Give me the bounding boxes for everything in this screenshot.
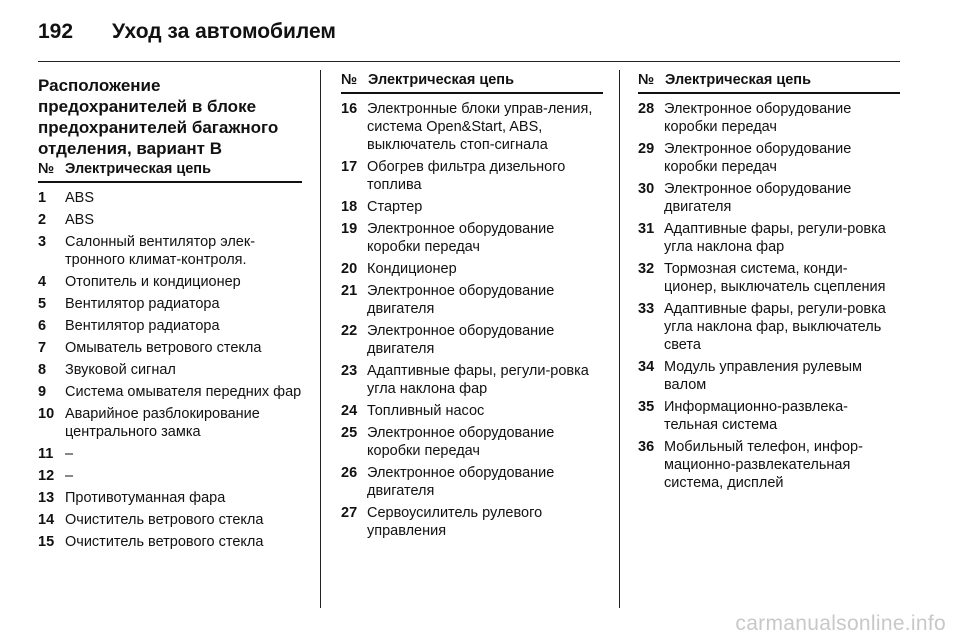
fuse-row [341,260,603,278]
fuse-number: 26 [341,465,358,481]
fuse-number: 3 [38,234,47,250]
fuse-row [341,322,603,358]
fuse-row [38,467,302,485]
fuse-list [341,100,603,540]
fuse-circuit: Информационно-развлека-тельная система [664,399,848,433]
fuse-row [341,220,603,256]
fuse-row [38,489,302,507]
fuse-circuit: – [65,468,74,484]
fuse-number: 12 [38,468,55,484]
fuse-row [341,424,603,460]
header-number: № [638,72,655,88]
fuse-row [38,383,302,401]
fuse-row [38,295,302,313]
fuse-number: 34 [638,359,655,375]
fuse-number: 23 [341,363,358,379]
fuse-circuit: Вентилятор радиатора [65,318,220,334]
fuse-number: 24 [341,403,358,419]
fuse-list [38,189,302,551]
fuse-row [341,100,603,154]
fuse-number: 20 [341,261,358,277]
fuse-number: 31 [638,221,655,237]
fuse-row [341,282,603,318]
column-divider [619,70,620,608]
fuse-number: 17 [341,159,358,175]
fuse-circuit: Мобильный телефон, инфор-мационно-развлекательная система, дисплей [664,439,863,491]
fuse-row [341,464,603,500]
table-header [638,70,900,94]
fuse-circuit: Электронное оборудование коробки передач [664,101,852,135]
fuse-number: 29 [638,141,655,157]
fuse-row [638,180,900,216]
fuse-circuit: Электронное оборудование коробки передач [664,141,852,175]
fuse-row [638,398,900,434]
fuse-number: 5 [38,296,47,312]
fuse-circuit: Электронное оборудование коробки передач [367,425,555,459]
fuse-number: 36 [638,439,655,455]
fuse-row [638,300,900,354]
page-number: 192 [38,20,74,43]
fuse-circuit: Адаптивные фары, регули-ровка угла наклона фар [664,221,886,255]
fuse-circuit: Обогрев фильтра дизельного топлива [367,159,566,193]
fuse-circuit: Очиститель ветрового стекла [65,512,264,528]
fuse-row [38,339,302,357]
fuse-circuit: Отопитель и кондиционер [65,274,241,290]
fuse-row [341,158,603,194]
fuse-row [638,438,900,492]
header-number: № [341,72,358,88]
fuse-circuit: Система омывателя передних фар [65,384,302,400]
fuse-row [341,198,603,216]
header-circuit: Электрическая цепь [65,161,211,177]
fuse-circuit: Модуль управления рулевым валом [664,359,862,393]
header-circuit: Электрическая цепь [665,72,811,88]
fuse-circuit: Электронное оборудование двигателя [367,283,555,317]
header-circuit: Электрическая цепь [368,72,514,88]
fuse-circuit: Электронное оборудование двигателя [367,465,555,499]
fuse-row [38,361,302,379]
column-3 [638,70,900,496]
fuse-number: 21 [341,283,358,299]
fuse-row [38,211,302,229]
fuse-circuit: Адаптивные фары, регули-ровка угла наклона фар, выключатель света [664,301,886,353]
fuse-number: 22 [341,323,358,339]
fuse-row [38,445,302,463]
fuse-number: 10 [38,406,55,422]
fuse-circuit: Адаптивные фары, регули-ровка угла наклона фар [367,363,589,397]
fuse-row [638,358,900,394]
fuse-number: 4 [38,274,47,290]
fuse-row [341,362,603,398]
fuse-circuit: Очиститель ветрового стекла [65,534,264,550]
fuse-circuit: Салонный вентилятор элек-тронного климат-контроля. [65,234,256,268]
fuse-list [638,100,900,492]
fuse-number: 13 [38,490,55,506]
fuse-number: 25 [341,425,358,441]
fuse-circuit: Омыватель ветрового стекла [65,340,262,356]
fuse-row [638,220,900,256]
fuse-row [638,140,900,176]
header-rule [38,61,900,62]
fuse-circuit: Противотуманная фара [65,490,226,506]
fuse-circuit: ABS [65,212,95,228]
fuse-circuit: Кондиционер [367,261,457,277]
fuse-circuit: Электронное оборудование двигателя [664,181,852,215]
fuse-number: 6 [38,318,47,334]
fuse-number: 1 [38,190,47,206]
page-header [38,20,336,50]
column-divider [320,70,321,608]
fuse-number: 33 [638,301,655,317]
fuse-row [38,317,302,335]
fuse-circuit: Звуковой сигнал [65,362,176,378]
table-header [38,159,302,183]
fuse-number: 7 [38,340,47,356]
fuse-circuit: Электронное оборудование двигателя [367,323,555,357]
section-title: Расположение предохранителей в блоке предохранителей багажного отделения, вариант B [38,76,279,158]
fuse-number: 16 [341,101,358,117]
fuse-circuit: Вентилятор радиатора [65,296,220,312]
fuse-number: 14 [38,512,55,528]
fuse-circuit: Топливный насос [367,403,485,419]
fuse-number: 15 [38,534,55,550]
fuse-number: 35 [638,399,655,415]
fuse-number: 18 [341,199,358,215]
fuse-circuit: Тормозная система, конди-ционер, выключатель сцепления [664,261,886,295]
fuse-row [38,533,302,551]
fuse-circuit: Аварийное разблокирование центрального замка [65,406,260,440]
page-title: Уход за автомобилем [112,20,336,43]
fuse-number: 32 [638,261,655,277]
fuse-circuit: Стартер [367,199,423,215]
fuse-row [341,504,603,540]
fuse-circuit: Электронное оборудование коробки передач [367,221,555,255]
fuse-row [638,100,900,136]
fuse-number: 28 [638,101,655,117]
fuse-number: 11 [38,446,54,462]
fuse-number: 2 [38,212,47,228]
fuse-row [38,511,302,529]
fuse-number: 9 [38,384,47,400]
fuse-row [638,260,900,296]
fuse-number: 19 [341,221,358,237]
fuse-number: 27 [341,505,358,521]
fuse-circuit: Электронные блоки управ-ления, система Open&Start, ABS, выключатель стоп-сигнала [367,101,593,153]
column-2 [341,70,603,544]
fuse-row [38,405,302,441]
column-1 [38,70,302,555]
fuse-number: 30 [638,181,655,197]
fuse-circuit: Сервоусилитель рулевого управления [367,505,543,539]
fuse-circuit: ABS [65,190,95,206]
watermark: carmanualsonline.info [735,612,946,635]
header-number: № [38,161,55,177]
fuse-circuit: – [65,446,74,462]
fuse-number: 8 [38,362,47,378]
table-header [341,70,603,94]
fuse-row [38,189,302,207]
fuse-row [38,233,302,269]
fuse-row [341,402,603,420]
fuse-row [38,273,302,291]
